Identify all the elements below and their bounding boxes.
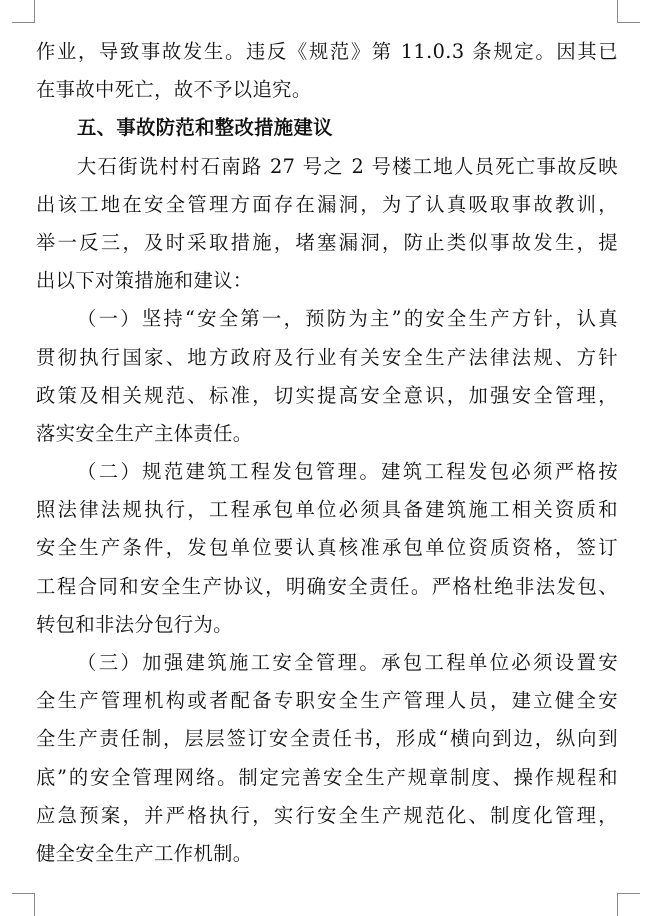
- text-line: 全生产责任制，层层签订安全责任书，形成“横向到边，纵向到: [36, 727, 618, 751]
- text-line: 落实安全生产主体责任。: [36, 421, 253, 445]
- text-line: （一）坚持“安全第一，预防为主”的安全生产方针，认真: [77, 307, 618, 331]
- page-corner-mark-top-left: [12, 0, 35, 23]
- page-corner-mark-top-right: [617, 0, 640, 23]
- text-line: 照法律法规执行，工程承包单位必须具备建筑施工相关资质和: [36, 498, 618, 522]
- text-line: 政策及相关规范、标准，切实提高安全意识，加强安全管理，: [36, 383, 618, 407]
- text-line: 转包和非法分包行为。: [36, 612, 233, 636]
- text-line: 工程合同和安全生产协议，明确安全责任。严格杜绝非法发包、: [36, 574, 618, 598]
- text-line: 大石街诜村村石南路 27 号之 2 号楼工地人员死亡事故反映: [77, 154, 618, 178]
- text-line: （三）加强建筑施工安全管理。承包工程单位必须设置安: [77, 651, 618, 674]
- text-line: 安全生产条件，发包单位要认真核准承包单位资质资格，签订: [36, 536, 618, 560]
- text-line: 底”的安全管理网络。制定完善安全生产规章制度、操作规程和: [36, 765, 618, 789]
- page-corner-mark-bottom-left: [12, 893, 35, 916]
- text-line: 作业，导致事故发生。违反《规范》第 11.0.3 条规定。因其已: [36, 40, 618, 63]
- text-line: 健全安全生产工作机制。: [36, 841, 253, 865]
- text-line: （二）规范建筑工程发包管理。建筑工程发包必须严格按: [77, 460, 618, 484]
- section-heading: 五、事故防范和整改措施建议: [77, 116, 333, 140]
- text-line: 出以下对策措施和建议：: [36, 269, 253, 293]
- text-line: 全生产管理机构或者配备专职安全生产管理人员，建立健全安: [36, 689, 618, 713]
- page-corner-mark-bottom-right: [617, 893, 640, 916]
- text-line: 出该工地在安全管理方面存在漏洞，为了认真吸取事故教训，: [36, 192, 618, 216]
- text-line: 贯彻执行国家、地方政府及行业有关安全生产法律法规、方针: [36, 345, 618, 369]
- text-line: 举一反三，及时采取措施，堵塞漏洞，防止类似事故发生，提: [36, 230, 618, 254]
- text-line: 在事故中死亡，故不予以追究。: [36, 78, 312, 102]
- document-body: [36, 33, 618, 873]
- text-line: 应急预案，并严格执行，实行安全生产规范化、制度化管理，: [36, 803, 618, 827]
